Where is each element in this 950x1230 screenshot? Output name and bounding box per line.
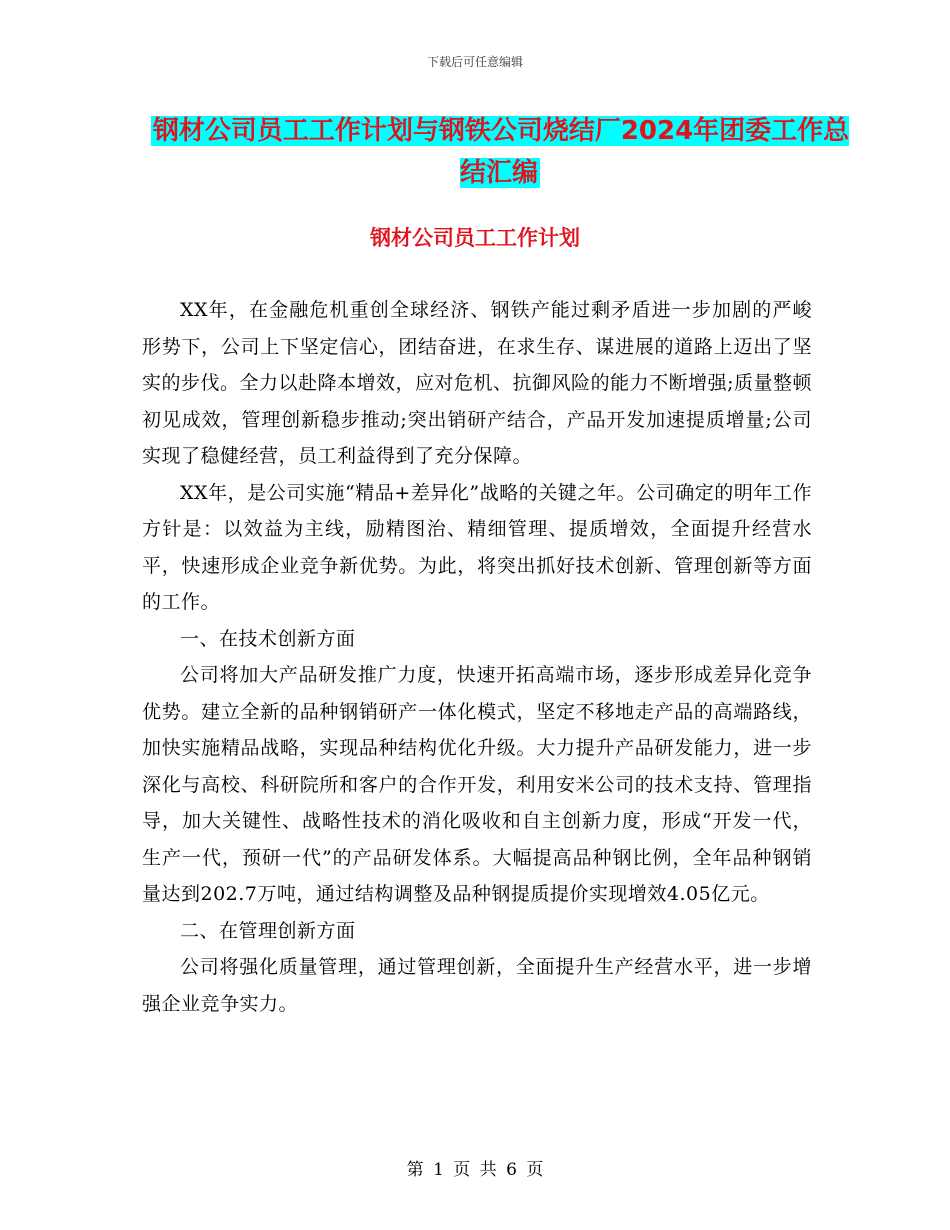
section-title: 钢材公司员工工作计划: [370, 226, 580, 250]
paragraph-intro: XX年，在金融危机重创全球经济、钢铁产能过剩矛盾进一步加剧的严峻形势下，公司上下坚定信心，团结奋进，在求生存、谋进展的道路上迈出了坚实的步伐。全力以赴降本增效，应对危机、抗御风险的能力不断增强;质量整顿初见成效，管理创新稳步推动;突出销研产结合，产品开发加速提质增量;公司实现了稳健经营，员工利益得到了充分保障。: [142, 299, 812, 467]
document-body: [142, 292, 812, 1022]
heading-management-innovation: 二、在管理创新方面: [180, 919, 356, 942]
heading-tech-innovation: 一、在技术创新方面: [180, 627, 356, 650]
paragraph-management-innovation: 公司将强化质量管理，通过管理创新，全面提升生产经营水平，进一步增强企业竞争实力。: [142, 956, 812, 1015]
document-title-text: 钢材公司员工工作计划与钢铁公司烧结厂2024年团委工作总结汇编: [152, 116, 850, 188]
document-title: [140, 110, 860, 194]
page-header-note: 下载后可任意编辑: [426, 55, 523, 69]
page-number: 第 1 页 共 6 页: [406, 1160, 544, 1180]
paragraph-tech-innovation: 公司将加大产品研发推广力度，快速开拓高端市场，逐步形成差异化竞争优势。建立全新的品种钢销研产一体化模式，坚定不移地走产品的高端路线，加快实施精品战略，实现品种结构优化升级。大力提升产品研发能力，进一步深化与高校、科研院所和客户的合作开发，利用安米公司的技术支持、管理指导，加大关键性、战略性技术的消化吸收和自主创新力度，形成“开发一代，生产一代，预研一代”的产品研发体系。大幅提高品种钢比例，全年品种钢销量达到202.7万吨，通过结构调整及品种钢提质提价实现增效4.05亿元。: [142, 664, 812, 905]
paragraph-strategy: XX年，是公司实施“精品+差异化”战略的关键之年。公司确定的明年工作方针是：以效益为主线，励精图治、精细管理、提质增效，全面提升经营水平，快速形成企业竞争新优势。为此，将突出抓好技术创新、管理创新等方面的工作。: [142, 481, 812, 613]
